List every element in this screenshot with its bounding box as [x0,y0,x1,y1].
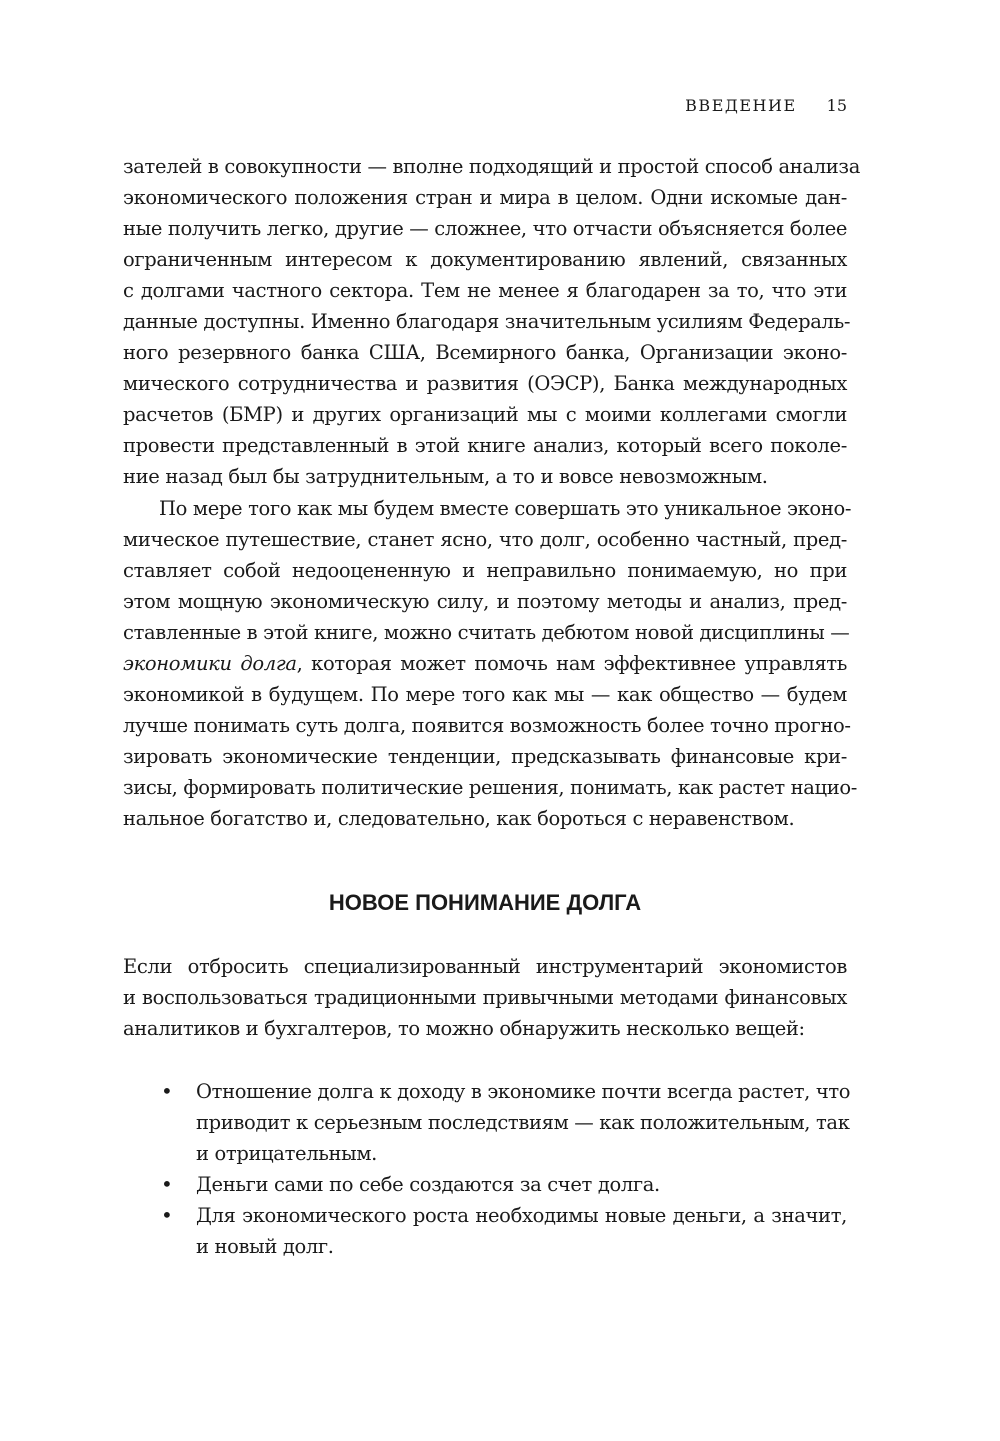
text-line: провести представленный в этой книге анализ, который всего поколе- [123,434,847,457]
text-line: зателей в совокупности — вполне подходящий и простой способ анализа [123,155,860,178]
text-line: Отношение долга к доходу в экономике почти всегда растет, что [196,1080,851,1103]
section-title: ВВЕДЕНИЕ [685,96,797,115]
italic-term: экономики долга [123,652,297,675]
text-line [123,648,847,679]
list-item [123,1169,847,1200]
list-item [123,1200,847,1262]
running-header [685,96,847,115]
text-line: мического сотрудничества и развития (ОЭСР), Банка международных [123,372,847,395]
text-line: нальное богатство и, следовательно, как бороться с неравенством. [123,807,795,830]
paragraph-2 [123,493,858,834]
list-item [123,1076,851,1169]
text-line: ные получить легко, другие — сложнее, что отчасти объясняется более [123,217,848,240]
text-line: Для экономического роста необходимы новые деньги, а значит, [196,1204,847,1227]
text-line: и воспользоваться традиционными привычными методами финансовых [123,986,847,1009]
bullet-icon: • [161,1079,173,1103]
text-line: ного резервного банка США, Всемирного банка, Организации эконо- [123,341,847,364]
text-line: ограниченным интересом к документированию явлений, связанных [123,248,847,271]
text-line: ставленные в этой книге, можно считать дебютом новой дисциплины — [123,621,850,644]
text-line: мическое путешествие, станет ясно, что долг, особенно частный, пред- [123,528,847,551]
text-line: и отрицательным. [196,1142,377,1165]
text-line: приводит к серьезным последствиям — как положительным, так [196,1111,850,1134]
bullet-icon: • [161,1172,173,1196]
text-line: зировать экономические тенденции, предсказывать финансовые кри- [123,745,847,768]
text-line: с долгами частного сектора. Тем не менее я благодарен за то, что эти [123,279,847,302]
text-line: Если отбросить специализированный инструментарий экономистов [123,955,847,978]
text-line: экономикой в будущем. По мере того как мы — как общество — будем [123,683,847,706]
text-line: ние назад был бы затруднительным, а то и вовсе невозможным. [123,465,768,488]
section-heading: НОВОЕ ПОНИМАНИЕ ДОЛГА [328,890,642,915]
text-line: экономического положения стран и мира в целом. Одни искомые дан- [123,186,847,209]
bullet-list [123,1076,851,1262]
text-line: данные доступны. Именно благодаря значительным усилиям Федераль- [123,310,851,333]
text-line: лучше понимать суть долга, появится возможность более точно прогно- [123,714,851,737]
text-line: и новый долг. [196,1235,334,1258]
text-line: зисы, формировать политические решения, понимать, как растет нацио- [123,776,858,799]
text-line: этом мощную экономическую силу, и поэтому методы и анализ, пред- [123,590,847,613]
paragraph-3 [123,951,847,1044]
text-line: ставляет собой недооцененную и неправильно понимаемую, но при [123,559,847,582]
text-line: аналитиков и бухгалтеров, то можно обнаружить несколько вещей: [123,1017,805,1040]
text-line: расчетов (БМР) и других организаций мы с моими коллегами смогли [123,403,847,426]
text-line: Деньги сами по себе создаются за счет долга. [196,1173,660,1196]
page-number: 15 [826,96,847,115]
paragraph-1 [123,151,860,492]
text-line: По мере того как мы будем вместе совершать это уникальное эконо- [159,497,852,520]
bullet-icon: • [161,1203,173,1227]
line-rest: , которая может помочь нам эффективнее управлять [296,652,847,675]
